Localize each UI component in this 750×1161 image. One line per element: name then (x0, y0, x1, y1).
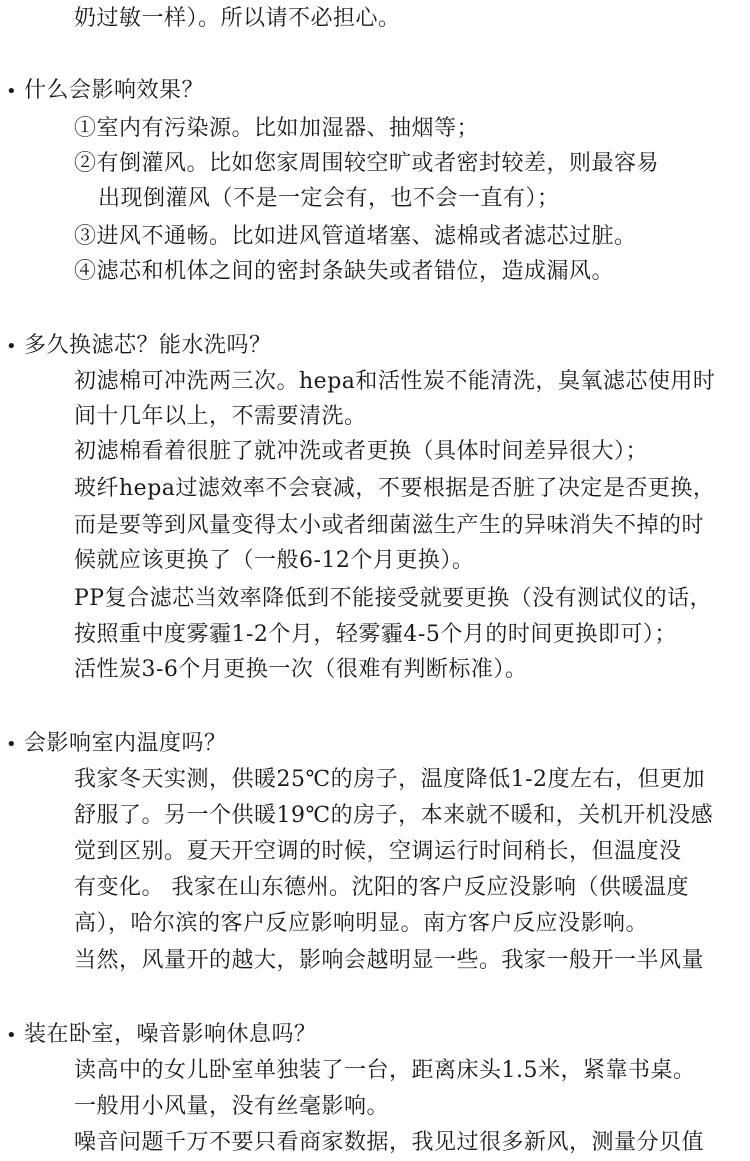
paragraph-line: 初滤棉可冲洗两三次。hepa和活性炭不能清洗，臭氧滤芯使用时 (74, 369, 716, 394)
paragraph-line: 读高中的女儿卧室单独装了一台，距离床头1.5米，紧靠书桌。 (74, 1058, 696, 1083)
paragraph-line: 噪音问题千万不要只看商家数据，我见过很多新风，测量分贝值 (74, 1130, 705, 1155)
section-heading-text: 什么会影响效果？ (24, 78, 205, 103)
paragraph-line: 觉到区别。夏天开空调的时候，空调运行时间稍长，但温度没 (74, 839, 682, 864)
paragraph-line: 候就应该更换了（一般6-12个月更换）。 (74, 548, 475, 573)
intro-line: 奶过敏一样）。所以请不必担心。 (74, 6, 401, 31)
paragraph-line: PP复合滤芯当效率降低到不能接受就要更换（没有测试仪的话， (74, 586, 713, 611)
list-item: ②有倒灌风。比如您家周围较空旷或者密封较差，则最容易 (74, 151, 660, 176)
section-heading-text: 会影响室内温度吗？ (24, 731, 227, 756)
paragraph-line: 而是要等到风量变得太小或者细菌滋生产生的异味消失不掉的时 (74, 513, 705, 538)
list-item: ①室内有污染源。比如加湿器、抽烟等； (74, 116, 480, 141)
paragraph-line: 有变化。 我家在山东德州。沈阳的客户反应没影响（供暖温度 (74, 875, 689, 900)
bullet-icon: • (6, 81, 18, 102)
paragraph-line: 舒服了。另一个供暖19℃的房子，本来就不暖和，关机开机没感 (74, 803, 714, 828)
bullet-icon: • (6, 1025, 18, 1046)
paragraph-line: 按照重中度雾霾1-2个月，轻雾霾4-5个月的时间更换即可）； (74, 622, 677, 647)
paragraph-line: 高），哈尔滨的客户反应影响明显。南方客户反应没影响。 (74, 911, 649, 936)
list-item: ③进风不通畅。比如进风管道堵塞、滤棉或者滤芯过脏。 (74, 224, 637, 249)
paragraph-line: 一般用小风量，没有丝毫影响。 (74, 1094, 390, 1119)
paragraph-line: 玻纤hepa过滤效率不会衰减，不要根据是否脏了决定是否更换， (74, 476, 716, 501)
section-heading (6, 331, 272, 362)
paragraph-line: 初滤棉看着很脏了就冲洗或者更换（具体时间差异很大）； (74, 439, 649, 464)
list-item: 出现倒灌风（不是一定会有，也不会一直有）； (98, 186, 560, 211)
section-heading-text: 多久换滤芯？能水洗吗？ (24, 333, 272, 358)
list-item: ④滤芯和机体之间的密封条缺失或者错位，造成漏风。 (74, 259, 615, 284)
section-heading-text: 装在卧室，噪音影响休息吗？ (24, 1022, 317, 1047)
bullet-icon: • (6, 336, 18, 357)
paragraph-line: 间十几年以上，不需要清洗。 (74, 404, 367, 429)
paragraph-line: 我家冬天实测，供暖25℃的房子，温度降低1-2度左右，但更加 (74, 767, 706, 792)
bullet-icon: • (6, 734, 18, 755)
section-heading (6, 729, 227, 760)
paragraph-line: 活性炭3-6个月更换一次（很难有判断标准）。 (74, 657, 528, 682)
paragraph-line: 当然，风量开的越大，影响会越明显一些。我家一般开一半风量 (74, 948, 705, 973)
section-heading (6, 76, 204, 107)
section-heading (6, 1020, 317, 1051)
